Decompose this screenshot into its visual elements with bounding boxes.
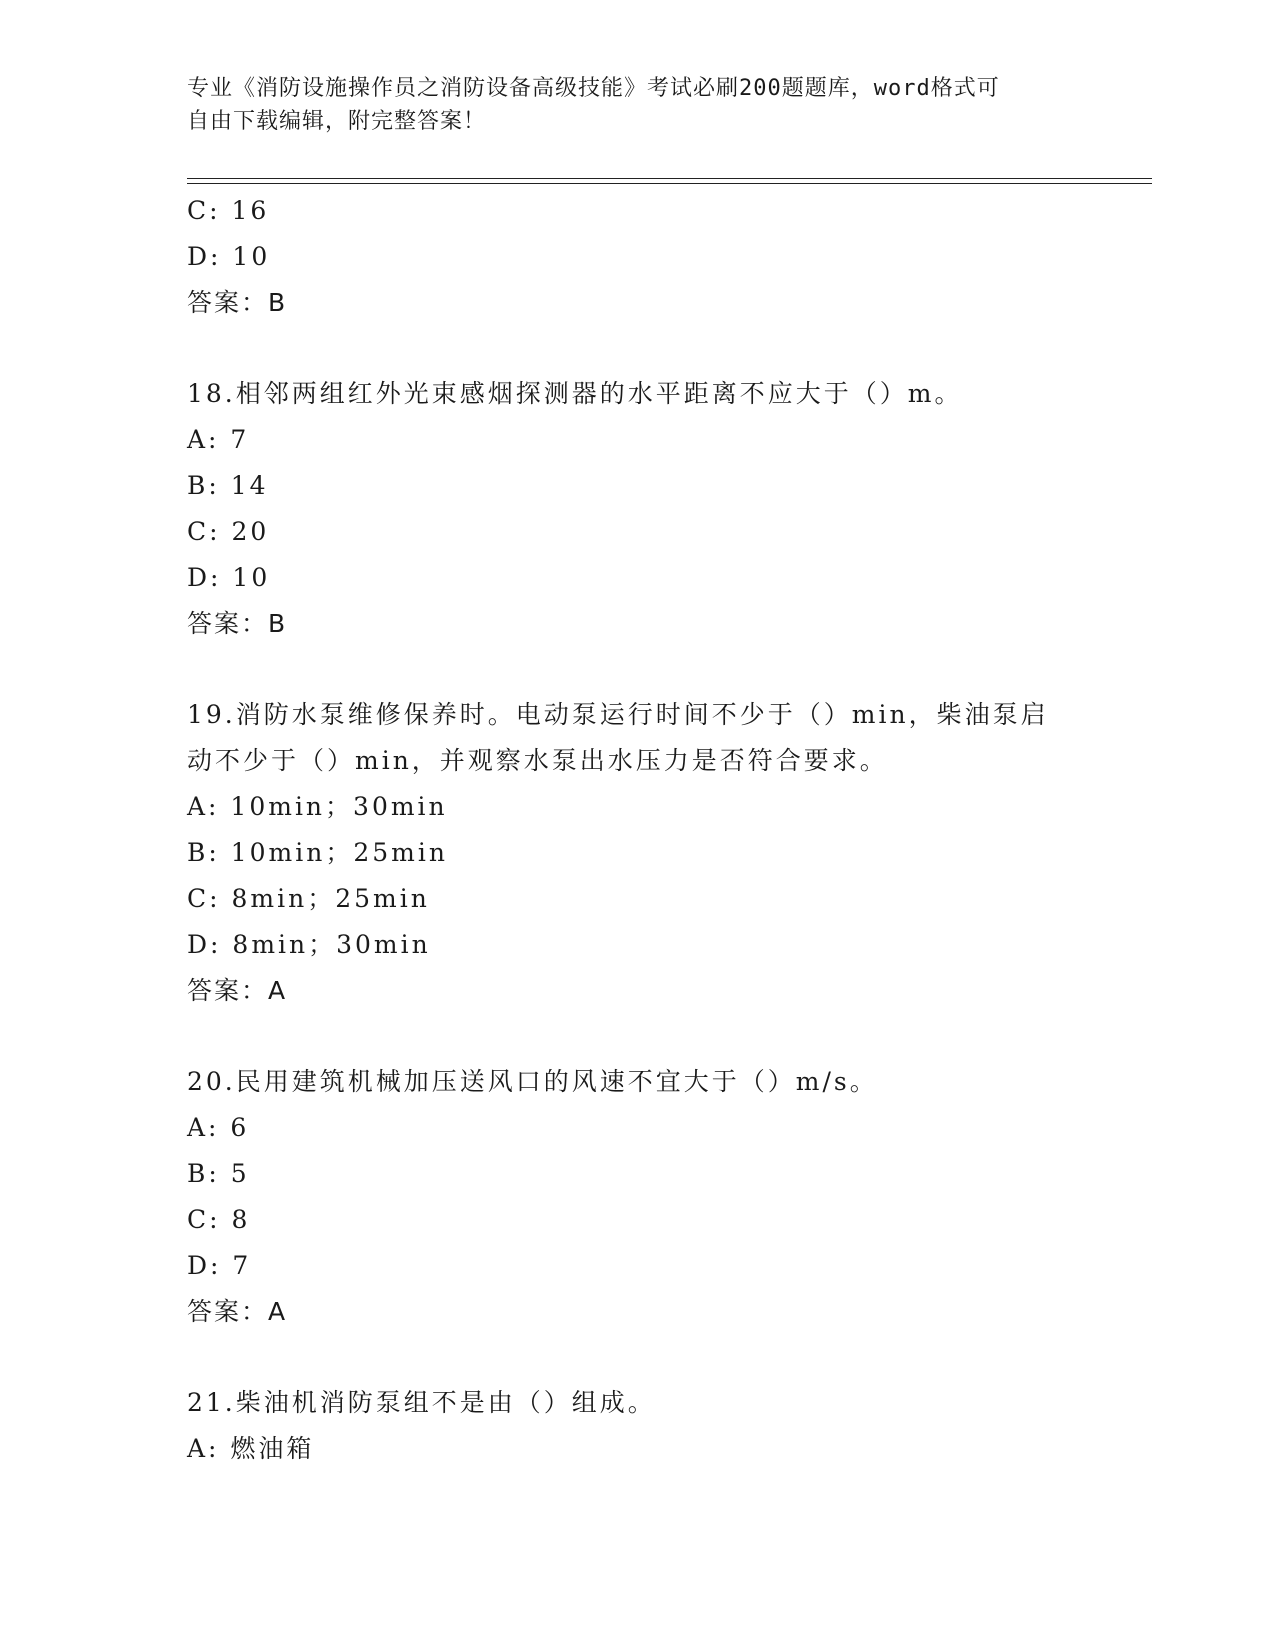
- answer: 答案：B: [187, 288, 288, 317]
- option-b: B: 10min；25min: [187, 838, 448, 867]
- spacer: [187, 647, 1087, 692]
- option-d: D: 10: [187, 242, 271, 271]
- option-d: D: 7: [187, 1251, 252, 1280]
- question-18: [187, 371, 1087, 647]
- option-c: C: 8: [187, 1205, 251, 1234]
- question-stem: 18.相邻两组红外光束感烟探测器的水平距离不应大于（）m。: [187, 379, 963, 408]
- question-stem: 20.民用建筑机械加压送风口的风速不宜大于（）m/s。: [187, 1067, 878, 1096]
- question-17: [187, 188, 1087, 326]
- question-list: [187, 188, 1087, 1472]
- question-stem: 21.柴油机消防泵组不是由（）组成。: [187, 1388, 656, 1417]
- option-d: D: 10: [187, 563, 271, 592]
- question-19: [187, 692, 1087, 1014]
- option-a: A: 燃油箱: [187, 1434, 315, 1463]
- option-d: D: 8min；30min: [187, 930, 431, 959]
- header-divider-bottom: [187, 183, 1152, 184]
- question-stem-line-1: 19.消防水泵维修保养时。电动泵运行时间不少于（）min，柴油泵启: [187, 700, 1049, 729]
- question-21: [187, 1380, 1087, 1472]
- question-stem-line-2: 动不少于（）min，并观察水泵出水压力是否符合要求。: [187, 746, 888, 775]
- option-b: B: 5: [187, 1159, 250, 1188]
- answer: 答案：B: [187, 609, 288, 638]
- header-line-1: 专业《消防设施操作员之消防设备高级技能》考试必刷200题题库，word格式可: [187, 76, 1000, 101]
- spacer: [187, 326, 1087, 371]
- option-c: C: 16: [187, 196, 270, 225]
- answer: 答案：A: [187, 976, 288, 1005]
- spacer: [187, 1335, 1087, 1380]
- option-a: A: 6: [187, 1113, 250, 1142]
- option-b: B: 14: [187, 471, 269, 500]
- header-divider-top: [187, 178, 1152, 179]
- option-c: C: 8min；25min: [187, 884, 430, 913]
- option-a: A: 7: [187, 425, 250, 454]
- option-a: A: 10min；30min: [187, 792, 448, 821]
- header-line-2: 自由下载编辑，附完整答案！: [187, 109, 487, 134]
- question-20: [187, 1059, 1087, 1335]
- document-header: [187, 72, 1067, 138]
- answer: 答案：A: [187, 1297, 288, 1326]
- spacer: [187, 1014, 1087, 1059]
- option-c: C: 20: [187, 517, 270, 546]
